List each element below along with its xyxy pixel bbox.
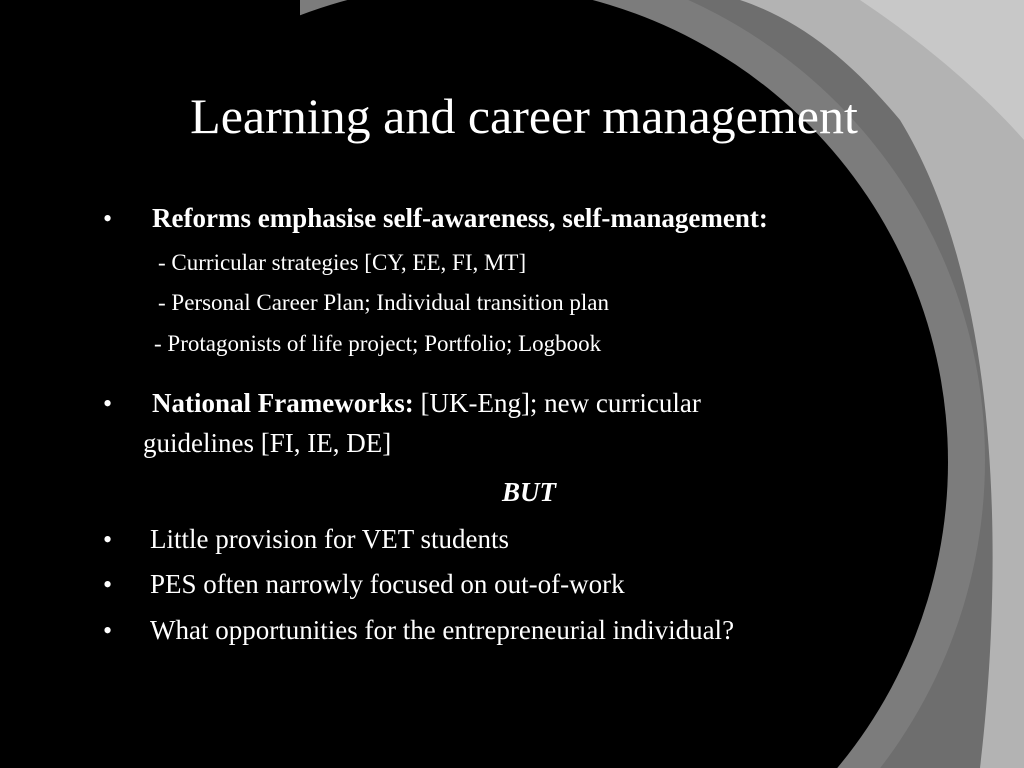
bullet-marker: • bbox=[103, 204, 113, 233]
slide-title: Learning and career management bbox=[190, 87, 858, 144]
reforms-heading: Reforms emphasise self-awareness, self-management: bbox=[152, 203, 768, 233]
reforms-sub-1: - Curricular strategies [CY, EE, FI, MT] bbox=[158, 250, 527, 275]
opportunities-item: What opportunities for the entrepreneurial individual? bbox=[150, 615, 735, 645]
pes-item: PES often narrowly focused on out-of-work bbox=[150, 569, 625, 599]
frameworks-heading: National Frameworks: bbox=[152, 388, 414, 418]
reforms-sub-2: - Personal Career Plan; Individual transition plan bbox=[158, 290, 609, 315]
bullet-marker: • bbox=[103, 570, 113, 599]
vet-item: Little provision for VET students bbox=[150, 524, 509, 554]
bullet-marker: • bbox=[103, 525, 113, 554]
bullet-marker: • bbox=[103, 616, 113, 645]
bullet-marker: • bbox=[103, 389, 113, 418]
frameworks-text: [UK-Eng]; new curricular bbox=[413, 388, 701, 418]
frameworks-line bbox=[152, 385, 701, 421]
reforms-sub-3: - Protagonists of life project; Portfolio; Logbook bbox=[154, 331, 602, 356]
but-label: BUT bbox=[502, 477, 556, 507]
frameworks-continuation: guidelines [FI, IE, DE] bbox=[143, 428, 392, 458]
